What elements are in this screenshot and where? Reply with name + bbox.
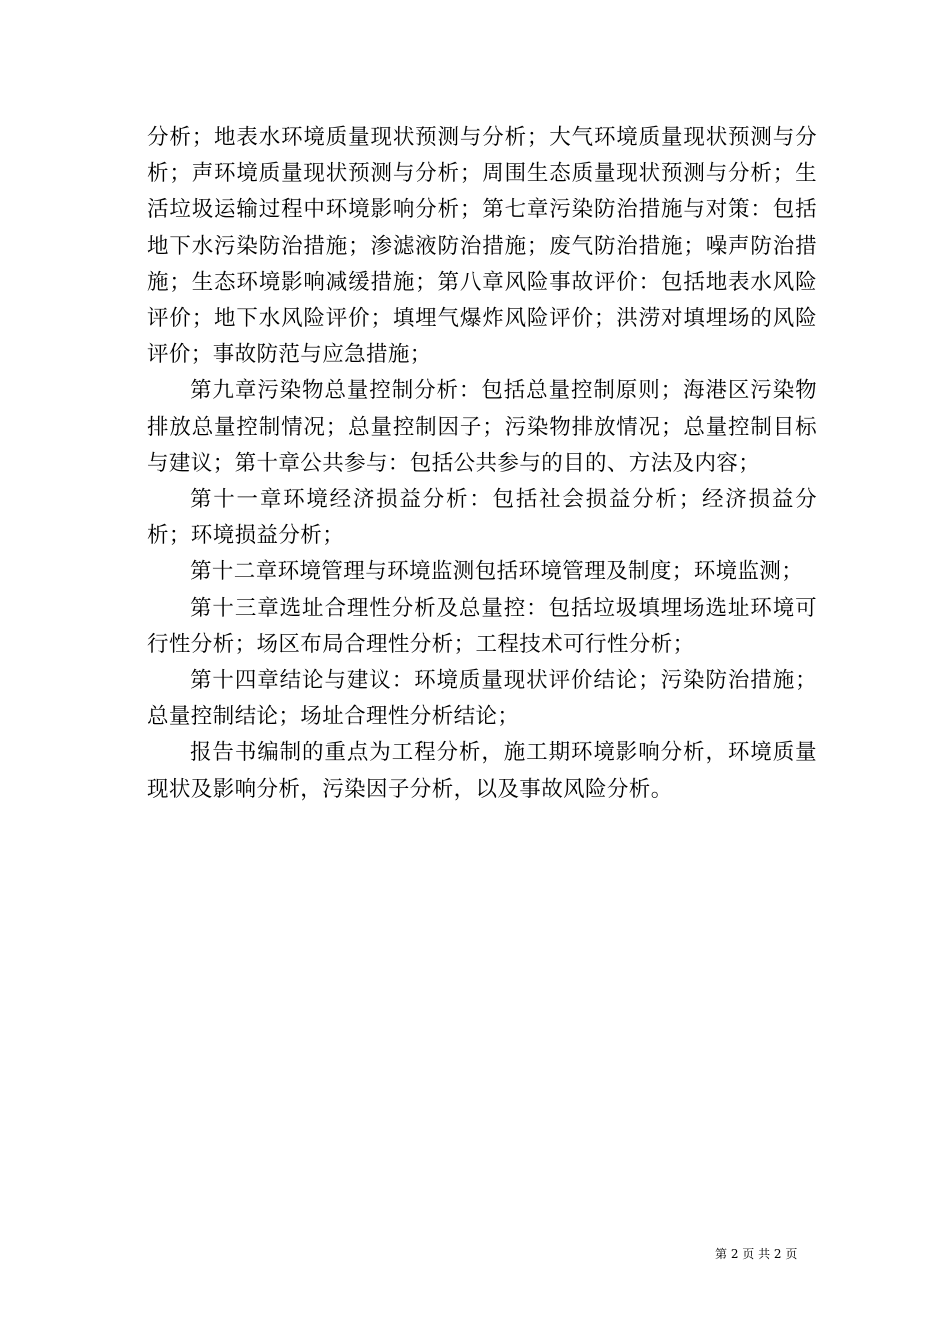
paragraph-chapter-14: 第十四章结论与建议：环境质量现状评价结论；污染防治措施；总量控制结论；场址合理性分析结论；: [147, 668, 817, 730]
paragraph-chapter-13: 第十三章选址合理性分析及总量控：包括垃圾填埋场选址环境可行性分析；场区布局合理性分析；工程技术可行性分析；: [147, 595, 817, 657]
document-body: [147, 120, 817, 808]
paragraph-chapter-11: 第十一章环境经济损益分析：包括社会损益分析；经济损益分析；环境损益分析；: [147, 487, 817, 549]
page-number: 第 2 页 共 2 页: [715, 1247, 798, 1261]
paragraph-continuation: 分析；地表水环境质量现状预测与分析；大气环境质量现状预测与分析；声环境质量现状预测与分析；周围生态质量现状预测与分析；生活垃圾运输过程中环境影响分析；第七章污染防治措施与对策：包括地下水污染防治措施；渗滤液防治措施；废气防治措施；噪声防治措施；生态环境影响减缓措施；第八章风险事故评价：包括地表水风险评价；地下水风险评价；填埋气爆炸风险评价；洪涝对填埋场的风险评价；事故防范与应急措施；: [147, 125, 817, 368]
paragraph-chapter-9-10: 第九章污染物总量控制分析：包括总量控制原则；海港区污染物排放总量控制情况；总量控制因子；污染物排放情况；总量控制目标与建议；第十章公共参与：包括公共参与的目的、方法及内容；: [147, 378, 817, 476]
paragraph-chapter-12: 第十二章环境管理与环境监测包括环境管理及制度；环境监测；: [190, 559, 804, 585]
paragraph-report-focus: 报告书编制的重点为工程分析，施工期环境影响分析，环境质量现状及影响分析，污染因子分析，以及事故风险分析。: [147, 740, 817, 802]
